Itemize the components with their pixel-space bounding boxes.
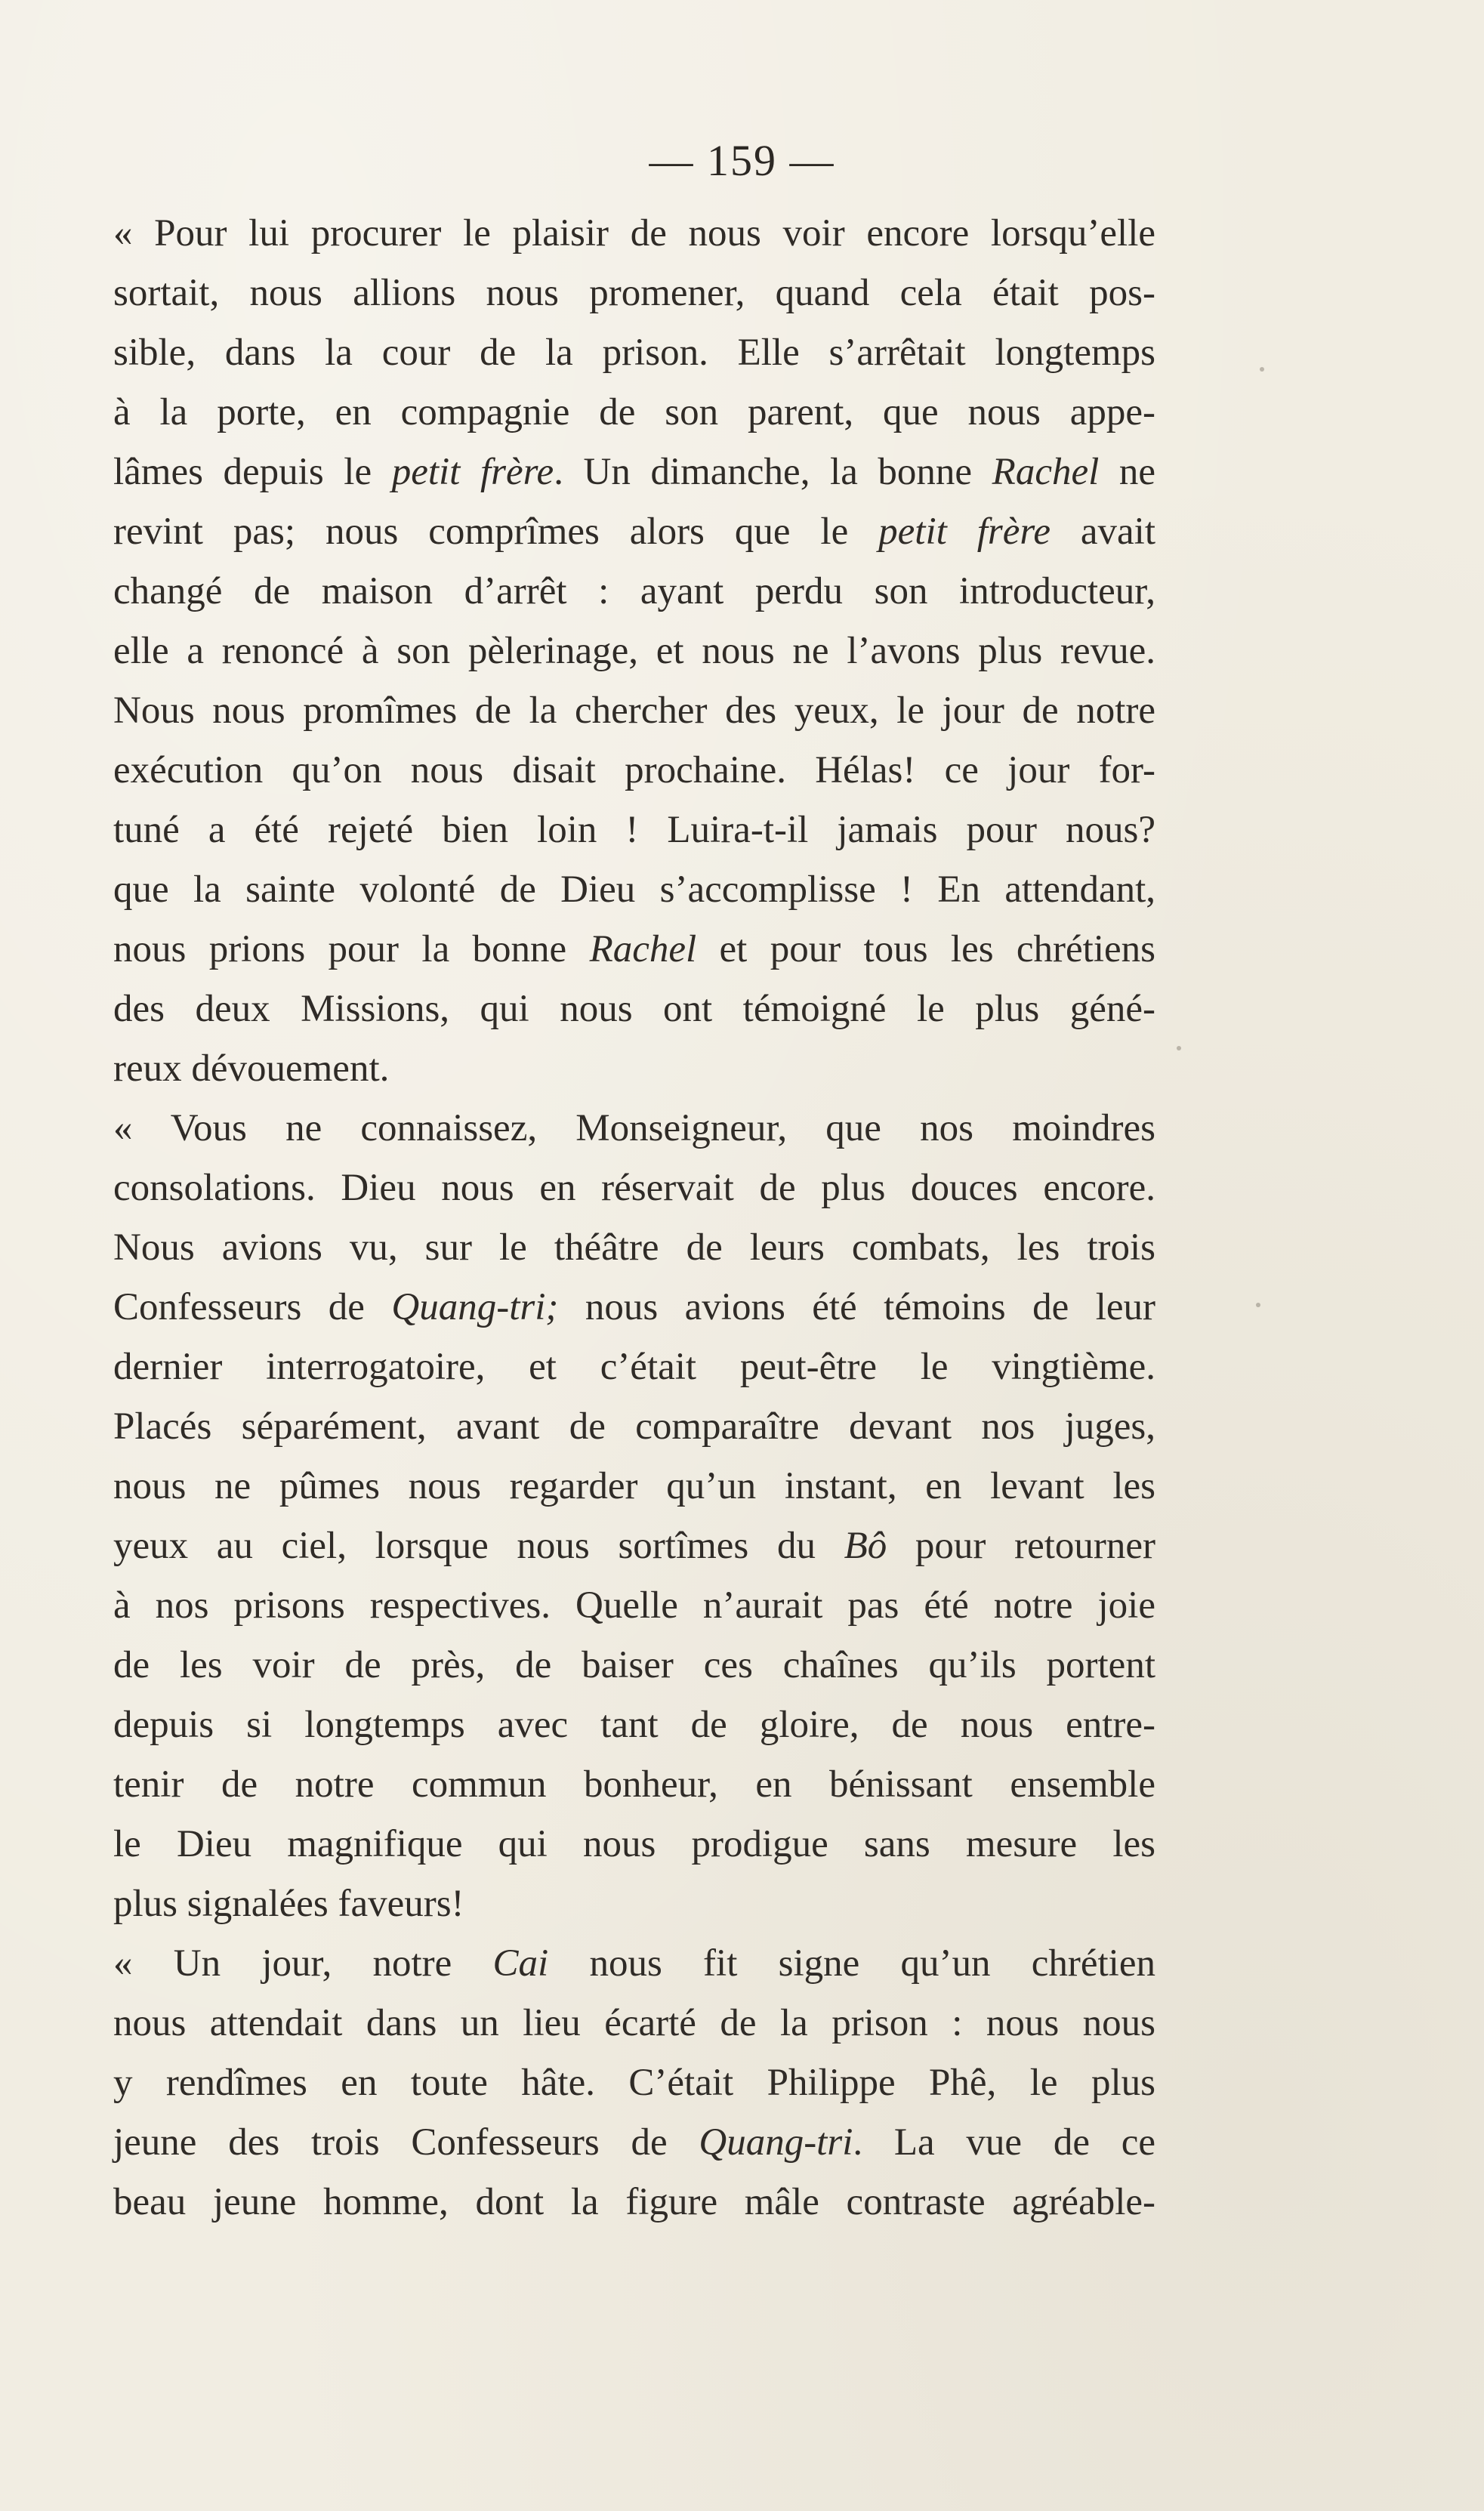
text-segment: jeune des trois Confesseurs de [113, 2121, 699, 2164]
text-segment: Nous avions vu, sur le théâtre de leurs combats, les trois [113, 1226, 1155, 1269]
italic-text: Quang-tri [699, 2121, 853, 2164]
paper-speck [1260, 367, 1264, 372]
text-segment: plus signalées faveurs! [113, 1883, 464, 1925]
text-segment: revint pas; nous comprîmes alors que le [113, 511, 879, 553]
text-segment: « Pour lui procurer le plaisir de nous voir encore lorsqu’elle [113, 212, 1155, 254]
text-line [113, 264, 1155, 323]
text-line [113, 1278, 1155, 1337]
text-line [113, 1755, 1155, 1815]
text-line [113, 1457, 1155, 1516]
text-segment: avait [1050, 511, 1156, 553]
text-segment: lâmes depuis le [113, 451, 392, 493]
text-segment: . La vue de ce [853, 2121, 1155, 2164]
text-line [113, 1039, 1155, 1099]
text-segment: et pour tous les chrétiens [696, 928, 1155, 970]
italic-text: petit frère [391, 451, 554, 493]
text-line [113, 979, 1155, 1039]
text-segment: des deux Missions, qui nous ont témoigné le plus géné- [113, 988, 1155, 1030]
italic-text: Bô [844, 1525, 887, 1567]
text-segment: depuis si longtemps avec tant de gloire, de nous entre- [113, 1704, 1155, 1746]
text-segment: Nous nous promîmes de la chercher des yeux, le jour de notre [113, 689, 1155, 732]
text-line [113, 860, 1155, 920]
text-segment: nous attendait dans un lieu écarté de la prison : nous nous [113, 2002, 1155, 2044]
text-segment: sible, dans la cour de la prison. Elle s’arrêtait longtemps [113, 332, 1155, 374]
text-segment: exécution qu’on nous disait prochaine. Hélas! ce jour for- [113, 749, 1155, 791]
text-segment: sortait, nous allions nous promener, quand cela était pos- [113, 272, 1155, 314]
text-segment: à la porte, en compagnie de son parent, que nous appe- [113, 391, 1155, 433]
text-line [113, 1576, 1155, 1636]
text-line [113, 1397, 1155, 1457]
paper-speck [1256, 1303, 1260, 1307]
italic-text: Rachel [589, 928, 697, 970]
text-segment: y rendîmes en toute hâte. C’était Philippe Phê, le plus [113, 2062, 1155, 2104]
text-segment: nous avions été témoins de leur [558, 1286, 1156, 1328]
text-segment: nous fit signe qu’un chrétien [548, 1942, 1155, 1985]
text-line [113, 443, 1155, 502]
italic-text: Cai [492, 1942, 549, 1985]
italic-text: petit frère [878, 511, 1051, 553]
text-segment: le Dieu magnifique qui nous prodigue sans mesure les [113, 1823, 1155, 1865]
text-line [113, 1934, 1155, 1994]
text-line [113, 2113, 1155, 2173]
text-segment: dernier interrogatoire, et c’était peut-être le vingtième. [113, 1346, 1155, 1388]
text-line [113, 920, 1155, 979]
text-line [113, 323, 1155, 383]
text-line [113, 622, 1155, 681]
text-segment: Confesseurs de [113, 1286, 392, 1328]
text-segment: tuné a été rejeté bien loin ! Luira-t-il jamais pour nous? [113, 809, 1155, 851]
italic-text: Rachel [992, 451, 1100, 493]
text-line [113, 2053, 1155, 2113]
text-segment: nous ne pûmes nous regarder qu’un instant, en levant les [113, 1465, 1155, 1507]
text-segment: pour retourner [887, 1525, 1155, 1567]
text-line [113, 562, 1155, 622]
text-segment: « Un jour, notre [113, 1942, 493, 1985]
text-segment: de les voir de près, de baiser ces chaînes qu’ils portent [113, 1644, 1155, 1686]
text-line [113, 1636, 1155, 1695]
text-segment: . Un dimanche, la bonne [554, 451, 992, 493]
text-line [113, 1337, 1155, 1397]
text-line [113, 1516, 1155, 1576]
text-segment: reux dévouement. [113, 1047, 390, 1090]
text-segment: « Vous ne connaissez, Monseigneur, que nos moindres [113, 1107, 1155, 1149]
text-line [113, 1695, 1155, 1755]
text-segment: nous prions pour la bonne [113, 928, 590, 970]
text-segment: consolations. Dieu nous en réservait de plus douces encore. [113, 1167, 1155, 1209]
text-segment: Placés séparément, avant de comparaître devant nos juges, [113, 1405, 1155, 1448]
text-segment: yeux au ciel, lorsque nous sortîmes du [113, 1525, 844, 1567]
page-number: — 159 — [649, 136, 835, 185]
text-line [113, 383, 1155, 443]
paper-speck [1177, 1046, 1181, 1050]
text-line [113, 1994, 1155, 2053]
text-line [113, 2173, 1155, 2232]
text-line [113, 1099, 1155, 1158]
text-segment: elle a renoncé à son pèlerinage, et nous ne l’avons plus revue. [113, 630, 1155, 672]
text-line [113, 1874, 1155, 1934]
text-line [113, 1815, 1155, 1874]
text-line [113, 1218, 1155, 1278]
text-line [113, 800, 1155, 860]
text-line [113, 681, 1155, 741]
text-segment: beau jeune homme, dont la figure mâle contraste agréable- [113, 2181, 1155, 2223]
italic-text: Quang-tri; [391, 1286, 559, 1328]
text-line [113, 502, 1155, 562]
text-line [113, 204, 1155, 264]
text-line [113, 741, 1155, 800]
text-segment: ne [1099, 451, 1156, 493]
text-segment: changé de maison d’arrêt : ayant perdu son introducteur, [113, 570, 1155, 612]
text-line [113, 1158, 1155, 1218]
text-segment: que la sainte volonté de Dieu s’accomplisse ! En attendant, [113, 868, 1155, 911]
text-segment: à nos prisons respectives. Quelle n’aurait pas été notre joie [113, 1584, 1155, 1627]
text-segment: tenir de notre commun bonheur, en bénissant ensemble [113, 1763, 1155, 1806]
body-text [113, 204, 1155, 2232]
